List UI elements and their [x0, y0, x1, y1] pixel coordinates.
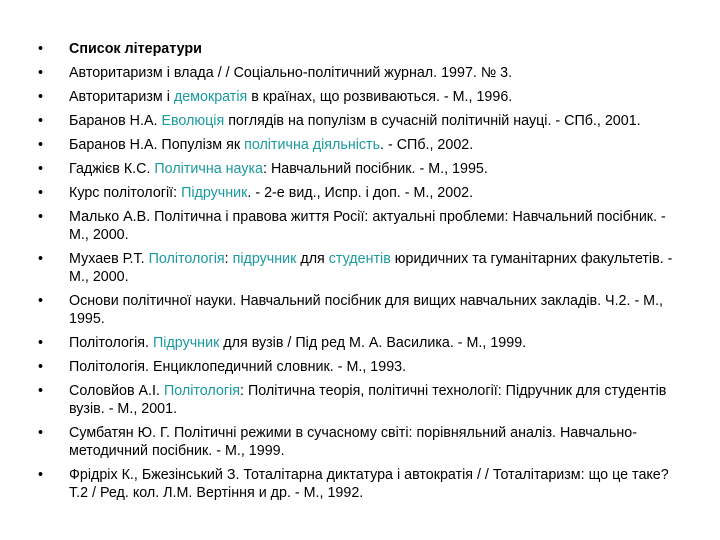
entry-text: для	[296, 251, 329, 267]
entry-text: Політологія. Енциклопедичний словник. - М., 1993.	[69, 359, 407, 375]
bullet-icon: •	[38, 383, 44, 399]
bullet-icon: •	[38, 89, 44, 105]
bibliography-entry	[38, 466, 678, 502]
entry-text: . - 2-е вид., Испр. і доп. - М., 2002.	[247, 185, 474, 201]
bullet-icon: •	[38, 425, 44, 441]
entry-text: Гаджієв К.С.	[69, 161, 155, 177]
bullet-icon: •	[38, 359, 44, 375]
bibliography-entry	[38, 292, 678, 328]
bibliography-entry	[38, 136, 678, 154]
entry-text: Мухаев Р.Т.	[69, 251, 149, 267]
entry-text: юридичних та гуманітарних факультетів. - М., 2000.	[69, 251, 673, 285]
entry-text: Фрідріх К., Бжезінський З. Тоталітарна диктатура і автократія / / Тоталітаризм: що це таке? Т.2 / Ред. кол. Л.М. Вертіння и др. - М., 1992.	[69, 467, 669, 501]
bullet-icon: •	[38, 185, 44, 201]
bullet-icon: •	[38, 161, 44, 177]
entry-text: Основи політичної науки. Навчальний посібник для вищих навчальних закладів. Ч.2. - М., 1995.	[69, 293, 664, 327]
bibliography-entry	[38, 334, 678, 352]
bullet-icon: •	[38, 293, 44, 309]
bibliography-entry	[38, 112, 678, 130]
bibliography-list	[38, 40, 678, 508]
hyperlink[interactable]: Політологія	[163, 383, 240, 399]
bibliography-entry	[38, 382, 678, 418]
hyperlink[interactable]: політична діяльність	[244, 137, 381, 153]
entry-text: Авторитаризм і влада / / Соціально-політичний журнал. 1997. № 3.	[69, 65, 513, 81]
hyperlink[interactable]: Політологія	[148, 251, 225, 267]
bullet-icon: •	[38, 335, 44, 351]
entry-text: : Навчальний посібник. - М., 1995.	[263, 161, 488, 177]
bibliography-entry	[38, 64, 678, 82]
entry-text: Політологія.	[69, 335, 153, 351]
hyperlink[interactable]: Еволюція	[161, 113, 225, 129]
entry-text: Баранов Н.А.	[69, 113, 162, 129]
hyperlink[interactable]: студентів	[328, 251, 391, 267]
bullet-icon: •	[38, 467, 44, 483]
bibliography-entry	[38, 424, 678, 460]
bullet-icon: •	[38, 41, 44, 57]
entry-text: . - СПб., 2002.	[380, 137, 474, 153]
entry-text: поглядів на популізм в сучасній політичній науці. - СПб., 2001.	[224, 113, 641, 129]
entry-text: Курс політології:	[69, 185, 182, 201]
entry-text: :	[224, 251, 233, 267]
bibliography-entry	[38, 88, 678, 106]
entry-text: для вузів / Під ред М. А. Василика. - М., 1999.	[219, 335, 527, 351]
entry-text: : Політична теорія, політичні технології: Підручник для студентів вузів. - М., 2001.	[69, 383, 667, 417]
hyperlink[interactable]: демократія	[173, 89, 248, 105]
entry-text: Малько А.В. Політична і правова життя Росії: актуальні проблеми: Навчальний посібник. - М., 2000.	[69, 209, 666, 243]
entry-text: в країнах, що розвиваються. - М., 1996.	[247, 89, 513, 105]
hyperlink[interactable]: Підручник	[153, 335, 220, 351]
entry-text: Баранов Н.А. Популізм як	[69, 137, 245, 153]
hyperlink[interactable]: Політична наука	[154, 161, 263, 177]
hyperlink[interactable]: підручник	[232, 251, 297, 267]
hyperlink[interactable]: Підручник	[181, 185, 248, 201]
bullet-icon: •	[38, 251, 44, 267]
bibliography-entry	[38, 160, 678, 178]
bibliography-entry	[38, 184, 678, 202]
bibliography-entry	[38, 208, 678, 244]
bullet-icon: •	[38, 209, 44, 225]
bibliography-heading: Список літератури	[69, 41, 202, 57]
bibliography-heading-item	[38, 40, 678, 58]
bullet-icon: •	[38, 113, 44, 129]
entry-text: Авторитаризм і	[69, 89, 174, 105]
entry-text: Сумбатян Ю. Г. Політичні режими в сучасному світі: порівняльний аналіз. Навчально-методичний посібник. - М., 1999.	[69, 425, 637, 459]
bullet-icon: •	[38, 65, 44, 81]
bullet-icon: •	[38, 137, 44, 153]
bibliography-entry	[38, 250, 678, 286]
bibliography-entry	[38, 358, 678, 376]
entry-text: Соловйов А.І.	[69, 383, 164, 399]
